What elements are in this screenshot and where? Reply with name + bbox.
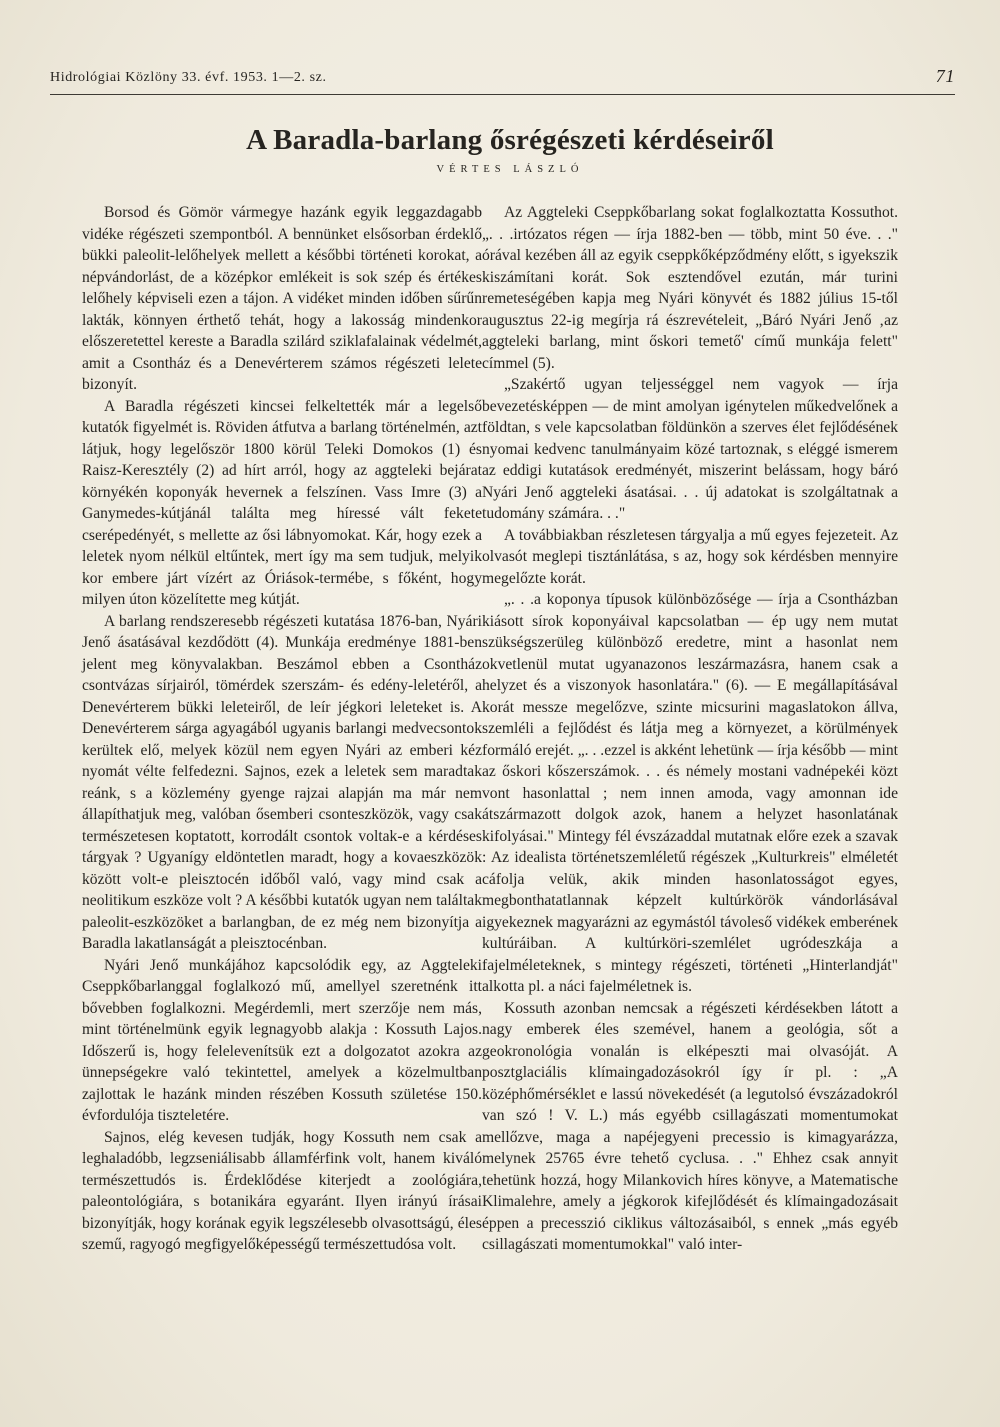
paragraph: A barlang rendszeresebb régészeti kutatása 1876-ban, Nyári Jenő ásatásával kezdődött (4). Munkája eredménye 1881-ben jelent meg könyvalakban. Beszámol ebben a Csontház csontvázas sírjairól, tömérdek szerszám- és edény-leletéről, a Denevérterem bükki leleteiről, de leír jégkori leleteket is. A Denevérterem sárga agyagából ugyanis barlangi medvecsontok kerültek elő, melyek közül nem egyen Nyári az emberi kéz nyomát vélte felfedezni. Sajnos, ezek a leletek sem maradtak reánk, s a közlemény gyenge rajzai alapján ma már nem állapíthatjuk meg, valóban ősemberi csonteszközök, vagy csak természetesen koptatott, korrodált csontok voltak-e a kérdéses tárgyak ? Ugyanígy eldöntetlen maradt, hogy a kovaeszközök között volt-e pleisztocén időből való, vagy mind csak a neolitikum eszköze volt ? A későbbi kutatók ugyan nem találtak paleolit-eszközöket a barlangban, de ez még nem bizonyítja a Baradla lakatlanságát a pleisztocénban. bbox=[82, 612, 482, 952]
right-column bbox=[482, 202, 898, 1256]
paragraph: „Szakértő ugyan teljességgel nem vagyok — írja bevezetésképpen — de mint amolyan igénytelen műkedvelőnek a földtan, s vele kapcsolatban földünkön a szerves élet fejlődésének nyomai kedvenc tanulmányaim közé tartoznak, s eléggé ismerem az eddigi kutatások eredményét, miszerint belássam, hogy báró Nyári Jenő aggteleki ásatásai. . . új adatokat is szolgáltatnak a tudomány számára. . ." bbox=[482, 376, 898, 522]
paragraph: Borsod és Gömör vármegye hazánk egyik leggazdagabb vidéke régészeti szempontból. A bennünket elsősorban érdeklő bükki paleolit-lelőhelyek mellett a későbbi történeti korokat, a népvándorlást, de a középkor emlékeit is sok szép és értékes lelőhely képviseli ezen a tájon. A vidéket minden időben sűrűn lakták, könnyen érthető tehát, hogy a lakosság mindenkor előszeretettel kereste a Baradla szilárd sziklafalainak védelmét, amit a Csontház és a Denevérterem számos régészeti lelete bizonyít. bbox=[82, 204, 482, 393]
left-column bbox=[82, 202, 482, 1256]
article-title: A Baradla-barlang ősrégészeti kérdéseiről bbox=[246, 124, 774, 156]
paragraph: „. . .a koponya típusok különbözősége — írja a Csontházban kiásott sírok koponyáival kapcsolatban — ép ugy nem mutat szükségszerüleg különböző eredetre, mint a hasonlat nem okvetlenül mutat ugyanazonos leszármazásra, hanem csak a helyzet és a viszonyok hasonlatára." (6). — E megállapításával korát messze megelőzve, szinte micsurini magaslatokon állva, szemléli a fejlődést és látja meg a környezet, a körülmények formáló erejét. „. . .ezzel is akként lehetünk — írja később — mint az őskori kőszerszámok. . . és némely mostani vadnépekéi közt vont hasonlattal ; nem innen amoda, vagy amonnan ide átszármazott dolgok azok, hanem a helyzet hasonlatának kifolyásai." Mintegy fél évszázaddal mutatnak előre ezek a szavak : Az idealista történetszemléletű régészek „Kulturkreis" elméletét cáfolja velük, akik minden hasonlatosságot egyes, megbonthatatlannak képzelt kultúrkörök vándorlásával igyekeznek magyarázni az egymástól távoleső vidékek emberének kultúráiban. A kultúrköri-szemlélet ugródeszkája a fajelméleteknek, s mintegy régészeti, történeti „Hinterlandját" alkotta pl. a náci fajelméletnek is. bbox=[482, 591, 898, 995]
paragraph: Sajnos, elég kevesen tudják, hogy Kossuth nem csak a leghaladóbb, legzseniálisabb államférfink volt, hanem kiváló természettudós is. Érdeklődése kiterjedt a zoológiára, paleontológiára, s botanikára egyaránt. Ilyen irányú írásai bizonyítják, hogy korának egyik legszélesebb olvasottságú, éles szemű, ragyogó megfigyelőképességű természettudósa volt. bbox=[82, 1128, 482, 1253]
header-rule bbox=[50, 94, 955, 95]
paragraph: Kossuth azonban nemcsak a régészeti kérdésekben látott a nagy emberek éles szemével, hanem a geológia, sőt a geokronológia vonalán is elképeszti mai olvasóját. A posztglaciális klímaingadozásokról így ír pl. : „A középhőmérséklet e lassú növekedését (a legutolsó évszázadokról van szó ! V. L.) más egyébb csillagászati momentumokat mellőzve, maga a napéjegyeni precessio is kimagyarázza, melynek 25765 évre tehető cyclusa. . ." Ehhez csak annyit tehetünk hozzá, hogy Milankovich híres könyve, a Matematische Klimalehre, amely a jégkorok kifejlődését és klímaingadozásait éppen a precesszió ciklikus változásaiból, s ennek „más egyéb csillagászati momentumokkal" való inter- bbox=[482, 999, 898, 1253]
paragraph: Az Aggteleki Cseppkőbarlang sokat foglalkoztatta Kossuthot. „. . .irtózatos régen — írja 1882-ben — több, mint 50 éve. . ." órával kezében áll az egyik cseppkőképződmény előtt, s igyekszik kiszámítani korát. Sok esztendővel ezután, már turini remeteségében kapja meg Nyári könyvét és 1882 július 15-től augusztus 22-ig megírja rá észrevételeit, „Báró Nyári Jenő ‚az aggteleki barlang, mint őskori temető' című munkája felett" címmel (5). bbox=[482, 204, 898, 372]
article-author: VÉRTES LÁSZLÓ bbox=[436, 164, 584, 175]
page-number: 71 bbox=[935, 66, 955, 86]
running-head bbox=[50, 66, 955, 94]
paragraph: Nyári Jenő munkájához kapcsolódik egy, az Aggteleki Cseppkőbarlanggal foglalkozó mű, amellyel szeretnénk itt bővebben foglalkozni. Megérdemli, mert szerzője nem más, mint történelmünk egyik legnagyobb alakja : Kossuth Lajos. Időszerű is, hogy felelevenítsük ezt a dolgozatot azokra az ünnepségekre való tekintettel, amelyek a közelmultban zajlottak le hazánk minden részében Kossuth születése 150. évfordulója tiszteletére. bbox=[82, 956, 482, 1124]
paragraph: A továbbiakban részletesen tárgyalja a mű egyes fejezeteit. Az olvasót meglepi tisztánlátása, s az, hogy sok kérdésben mennyire megelőzte korát. bbox=[482, 526, 898, 587]
journal-reference: Hidrológiai Közlöny 33. évf. 1953. 1—2. sz. bbox=[50, 70, 327, 85]
paragraph: A Baradla régészeti kincsei felkeltették már a legelső kutatók figyelmét is. Röviden átfutva a barlang történelmén, azt látjuk, hogy legelőször 1800 körül Teleki Domokos (1) és Raisz-Keresztély (2) ad hírt arról, hogy az aggteleki bejárat környékén koponyák hevernek a felszínen. Vass Imre (3) a Ganymedes-kútjánál találta meg híressé vált fekete cserépedényét, s mellette az ősi lábnyomokat. Kár, hogy ezek a leletek nyom nélkül eltűntek, mert így ma sem tudjuk, melyik kor embere járt vízért az Óriások-termébe, s főként, hogy milyen úton közelítette meg kútját. bbox=[82, 397, 482, 608]
